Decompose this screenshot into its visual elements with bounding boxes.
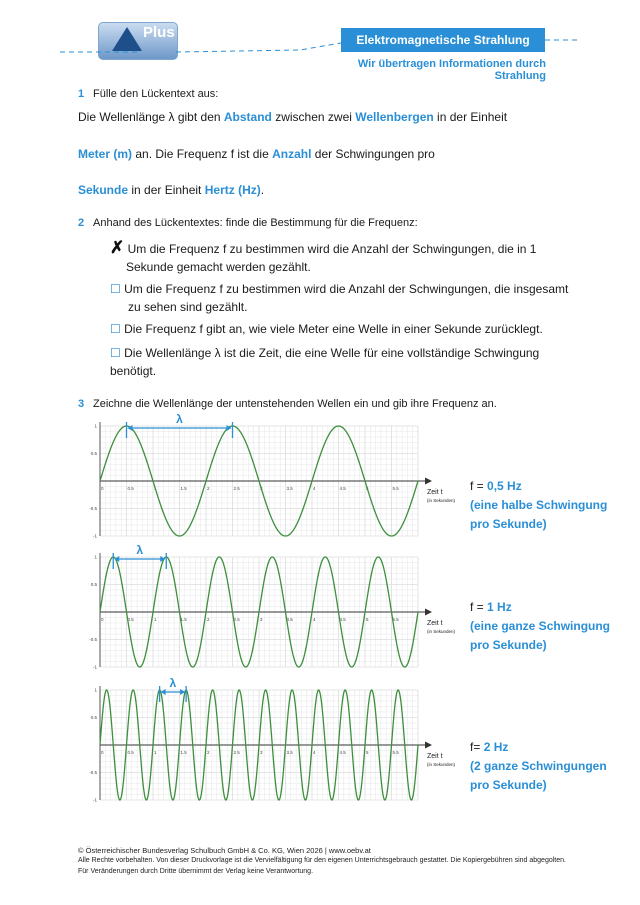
answer-chart-1 [470,477,607,534]
x-tick-label: 2 [207,617,210,622]
q1-text: in der Einheit [128,183,205,197]
y-tick-label: 0.5 [90,451,97,456]
x-tick-label: 4.5 [339,750,346,755]
wave-chart-1hz [88,543,456,677]
x-tick-label: 3 [260,617,263,622]
x-axis-arrow-icon [425,609,432,616]
x-tick-label: 3 [260,750,263,755]
x-axis-label: Zeit t [427,753,443,760]
q1-line1 [78,108,507,126]
x-axis-arrow-icon [425,478,432,485]
x-tick-label: 4.5 [339,617,346,622]
q2-number: 2 [78,217,85,229]
y-tick-label: -1 [92,797,97,803]
footer-rights: Alle Rechte vorbehalten. Von dieser Druckvorlage ist die Vervielfältigung für den eigenen Unterrichtsgebrauch gestattet. Die Kopiergebühren sind abgegolten. [78,857,566,864]
x-tick-label: 2.5 [233,617,240,622]
x-tick-label: 0 [101,750,104,755]
lambda-label: λ [176,412,183,426]
x-tick-label: 5.5 [392,617,399,622]
q1-answer-anzahl: Anzahl [272,147,312,161]
x-tick-label: 1 [154,750,157,755]
q2-option-4[interactable] [110,344,570,380]
answer-note: (2 ganze Schwingungen [470,759,607,773]
x-tick-label: 1 [154,617,157,622]
checkbox-icon[interactable]: ☐ [110,346,121,360]
x-tick-label: 4.5 [339,486,346,491]
answer-frequency: 0,5 Hz [487,479,522,493]
answer-label: f = [470,600,488,614]
lambda-label: λ [136,543,144,557]
x-tick-label: 0 [101,617,104,622]
answer-note: pro Sekunde) [470,638,547,652]
x-tick-label: 5 [366,617,369,622]
worksheet-subtitle: Wir übertragen Informationen durch Strahlung [357,58,546,82]
x-tick-label: 5.5 [392,486,399,491]
x-tick-label: 1.5 [180,486,187,491]
q2-option-text: Sekunde gemacht werden gezählt. [126,260,311,274]
q1-text: der Schwingungen pro [311,147,435,161]
logo-text: Plus [143,24,175,41]
y-tick-label: -0.5 [89,770,97,775]
worksheet-title: Elektromagnetische Strahlung [341,28,545,52]
x-tick-label: 2.5 [233,750,240,755]
y-tick-label: 0.5 [90,582,97,587]
q2-option-2[interactable] [110,280,570,316]
q1-text: an. Die Frequenz f ist die [132,147,273,161]
footer-disclaimer: Für Veränderungen durch Dritte übernimmt der Verlag keine Verantwortung. [78,868,314,875]
footer-copyright: © Österreichischer Bundesverlag Schulbuch GmbH & Co. KG, Wien 2026 | www.oebv.at [78,846,371,855]
y-tick-label: 1 [94,423,97,429]
answer-frequency: 2 Hz [483,740,509,754]
q2-option-1[interactable] [110,240,570,276]
x-tick-label: 3.5 [286,617,293,622]
q1-number: 1 [78,88,85,100]
q2-prompt: Anhand des Lückentextes: finde die Bestimmung für die Frequenz: [93,217,418,229]
q2-option-text: Um die Frequenz f zu bestimmen wird die Anzahl der Schwingungen, die insgesamt [124,282,569,296]
x-axis-label: Zeit t [427,489,443,496]
wave-chart-0.5hz [88,412,456,546]
x-tick-label: 3 [260,486,263,491]
x-tick-label: 0 [101,486,104,491]
x-axis-unit: (in Sekunden) [427,629,456,634]
q1-prompt: Fülle den Lückentext aus: [93,88,219,100]
q1-answer-sekunde: Sekunde [78,183,129,197]
y-tick-label: -1 [92,533,97,539]
x-tick-label: 1.5 [180,750,187,755]
x-tick-label: 0.5 [127,486,134,491]
q1-answer-abstand: Abstand [223,110,272,124]
q2-option-text: Die Frequenz f gibt an, wie viele Meter eine Welle in einer Sekunde zurücklegt. [124,322,543,336]
q2-option-3[interactable] [110,320,570,338]
q3-number: 3 [78,398,85,410]
q1-text: in der Einheit [433,110,508,124]
q1-answer-meter: Meter (m) [78,147,133,161]
answer-note: pro Sekunde) [470,517,547,531]
y-tick-label: -0.5 [89,637,97,642]
x-tick-label: 2.5 [233,486,240,491]
x-axis-unit: (in Sekunden) [427,498,456,503]
x-tick-label: 2 [207,486,210,491]
q2-option-text: Die Wellenlänge λ ist die Zeit, die eine Welle für eine vollständige Schwingung [124,346,540,360]
x-tick-label: 0.5 [127,750,134,755]
x-tick-label: 0.5 [127,617,134,622]
lambda-label: λ [169,676,177,690]
x-tick-label: 1.5 [180,617,187,622]
x-tick-label: 2 [207,750,210,755]
q1-text: . [260,183,265,197]
answer-chart-2 [470,598,610,655]
checkbox-icon[interactable]: ☐ [110,322,121,336]
x-tick-label: 5 [366,486,369,491]
y-tick-label: 0.5 [90,715,97,720]
q2-option-text: Um die Frequenz f zu bestimmen wird die Anzahl der Schwingungen, die in 1 [127,242,537,256]
checked-cross-icon[interactable]: ✗ [110,238,125,257]
checkbox-icon[interactable]: ☐ [110,282,121,296]
q2-option-text: zu sehen sind gezählt. [128,300,248,314]
q3-prompt: Zeichne die Wellenlänge der untenstehenden Wellen ein und gib ihre Frequenz an. [93,398,497,410]
x-tick-label: 1 [154,486,157,491]
x-tick-label: 3.5 [286,750,293,755]
q1-text: Die Wellenlänge λ gibt den [78,110,224,124]
q1-answer-wellenbergen: Wellenbergen [355,110,434,124]
q1-answer-hertz: Hertz (Hz) [204,183,261,197]
q2-option-text: benötigt. [110,364,157,378]
answer-note: pro Sekunde) [470,778,547,792]
y-tick-label: -1 [92,664,97,670]
q1-line2 [78,145,435,163]
x-tick-label: 4 [313,750,316,755]
y-tick-label: -0.5 [89,506,97,511]
y-tick-label: 1 [94,554,97,560]
x-axis-unit: (in Sekunden) [427,762,456,767]
answer-frequency: 1 Hz [487,600,512,614]
answer-note: (eine halbe Schwingung [470,498,608,512]
y-tick-label: 1 [94,687,97,693]
x-axis-arrow-icon [425,742,432,749]
x-tick-label: 4 [313,617,316,622]
answer-chart-3 [470,738,607,795]
x-tick-label: 5 [366,750,369,755]
wave-chart-2hz [88,676,456,810]
answer-label: f= [470,740,484,754]
x-tick-label: 3.5 [286,486,293,491]
x-tick-label: 5.5 [392,750,399,755]
q1-line3 [78,181,264,199]
answer-note: (eine ganze Schwingung [470,619,611,633]
x-tick-label: 4 [313,486,316,491]
answer-label: f = [470,479,488,493]
q1-text: zwischen zwei [271,110,356,124]
x-axis-label: Zeit t [427,620,443,627]
